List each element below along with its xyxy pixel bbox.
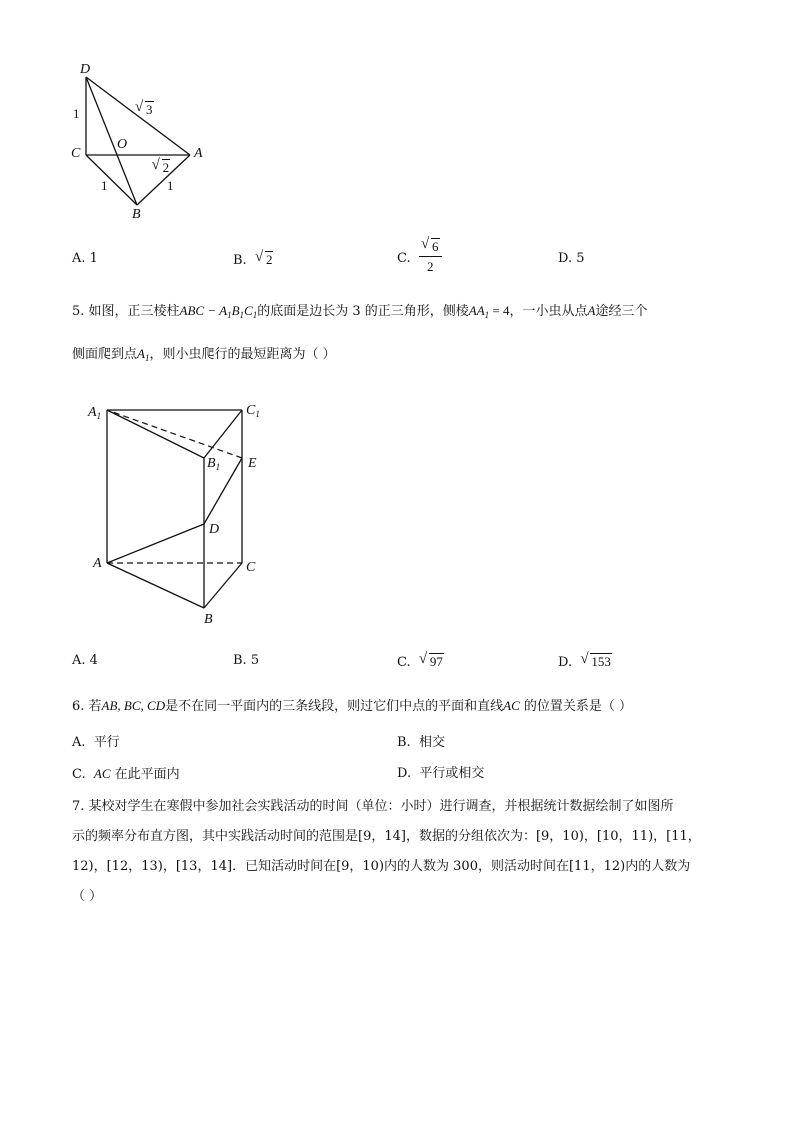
- q5-prism-name: ABC − $A_1B_1C_1$: [179, 303, 258, 320]
- edge-b-c: [204, 563, 242, 608]
- label-b: B: [132, 207, 141, 222]
- q4-option-c[interactable]: C.: [397, 251, 411, 266]
- edge-label-da: √ 3: [135, 99, 153, 117]
- edge-label-ca: √ 2: [151, 157, 170, 175]
- q4-option-a[interactable]: A. 1: [72, 251, 98, 266]
- q5-stem-line1: 5. 如图，正三棱柱ABC − $A_1B_1C_1$的底面是边长为 3 的正三角形，侧棱$AA_1 = 4$，一小虫从点A途经三个: [72, 303, 648, 320]
- edge-a-b: [107, 563, 204, 608]
- label-d-prism: D: [209, 522, 220, 537]
- label-o: O: [117, 137, 128, 152]
- label-a: A: [194, 146, 203, 161]
- edge-label-dc: 1: [73, 106, 80, 121]
- label-a1: $A_1$: [88, 405, 102, 421]
- q7-stem-line4: （ ）: [72, 889, 103, 904]
- q4-option-d[interactable]: D. 5: [558, 251, 585, 266]
- q5-option-b[interactable]: B. 5: [233, 653, 260, 668]
- q7-stem-line2: 示的频率分布直方图，其中实践活动时间的范围是[9，14]，数据的分组依次为：[9，10)，[10，11)，[11，: [72, 829, 701, 844]
- q5-stem-line2: 侧面爬到点$A_1$，则小虫爬行的最短距离为（ ）: [72, 346, 336, 363]
- q6-option-d[interactable]: D. 平行或相交: [397, 766, 485, 781]
- q6-option-a[interactable]: A. 平行: [72, 735, 120, 750]
- q7-stem-line1: 7. 某校对学生在寒假中参加社会实践活动的时间（单位：小时）进行调查，并根据统计数据绘制了如图所: [72, 799, 674, 814]
- label-c1: $C_1$: [246, 403, 260, 419]
- q7-stem-line3: 12)，[12，13)，[13，14]．已知活动时间在[9，10)内的人数为 300，则活动时间在[11，12)内的人数为: [72, 859, 691, 874]
- label-a-prism: A: [93, 556, 102, 571]
- label-d: D: [80, 62, 91, 77]
- q4-option-b[interactable]: B. √ 2: [233, 249, 273, 268]
- edge-label-cb: 1: [101, 178, 108, 193]
- edge-a1-b1: [107, 410, 204, 458]
- label-c-prism: C: [246, 560, 256, 575]
- q6-stem: 6. 若AB, BC, CD是不在同一平面内的三条线段，则过它们中点的平面和直线AC 的位置关系是（ ）: [72, 698, 633, 714]
- path-e-a1-dashed: [107, 410, 242, 458]
- q6-option-c[interactable]: C. AC 在此平面内: [72, 766, 180, 782]
- edge-label-ba: 1: [167, 178, 174, 193]
- label-c: C: [71, 146, 81, 161]
- q5-option-a[interactable]: A. 4: [72, 653, 98, 668]
- q4-option-c-fraction: √ 6 2: [419, 238, 442, 275]
- label-e: E: [248, 456, 257, 471]
- q5-option-c[interactable]: C. √ 97: [397, 651, 443, 670]
- q5-option-d[interactable]: D. √ 153: [558, 651, 611, 670]
- label-b-prism: B: [204, 612, 213, 627]
- path-a-d: [107, 524, 204, 563]
- label-b1: $B_1$: [207, 456, 221, 472]
- q6-option-b[interactable]: B. 相交: [397, 735, 445, 750]
